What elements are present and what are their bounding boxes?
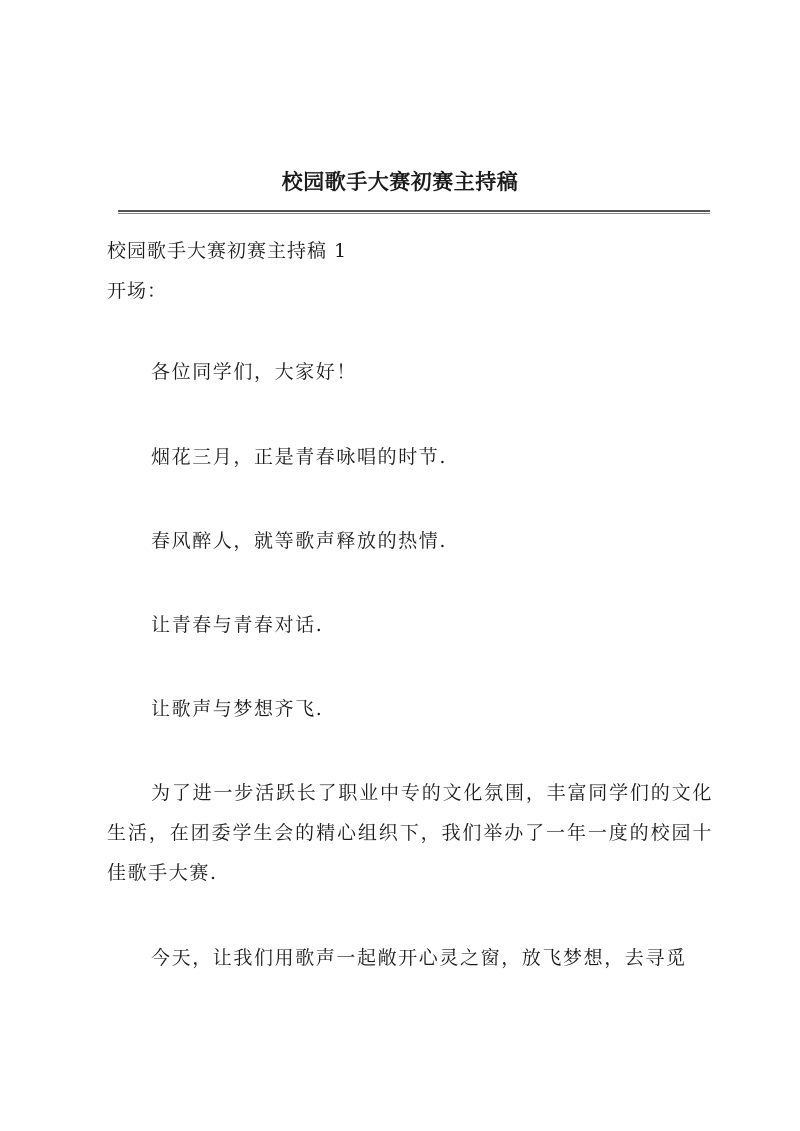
document-title: 校园歌手大赛初赛主持稿 (281, 169, 519, 194)
title-divider (118, 210, 710, 214)
paragraph-spring-wind: 春风醉人，就等歌声释放的热情. (151, 530, 448, 552)
paragraph-event-intro: 为了进一步活跃长了职业中专的文化氛围，丰富同学们的文化生活，在团委学生会的精心组织下，我们举办了一年一度的校园十佳歌手大赛. (107, 782, 713, 884)
paragraph-song-dream: 让歌声与梦想齐飞. (151, 698, 324, 720)
opening-label: 开场： (107, 280, 168, 302)
paragraph-youth-dialogue: 让青春与青春对话. (151, 614, 324, 636)
section-heading: 校园歌手大赛初赛主持稿 1 (107, 240, 348, 262)
paragraph-today: 今天，让我们用歌声一起敞开心灵之窗，放飞梦想，去寻觅 (151, 947, 687, 969)
paragraph-spring: 烟花三月，正是青春咏唱的时节. (151, 446, 448, 468)
paragraph-greeting: 各位同学们，大家好！ (151, 361, 358, 383)
